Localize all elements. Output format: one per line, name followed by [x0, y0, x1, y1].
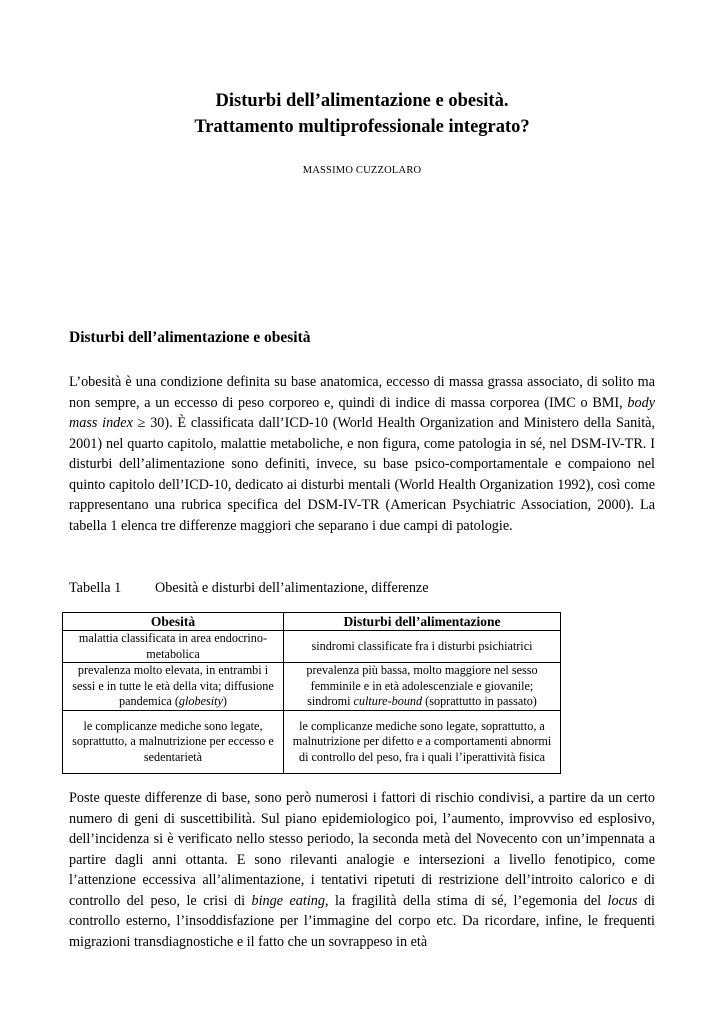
table-header-eating-disorders: Disturbi dell’alimentazione [284, 613, 561, 631]
table-cell-text: (soprattutto in passato) [422, 694, 537, 709]
paragraph-2-text-c: , la fragilità della stima di sé, l’egemonia del [324, 892, 608, 909]
table-cell [284, 663, 561, 711]
table-caption-number: Tabella 1 [69, 580, 122, 596]
paragraph-2 [69, 788, 655, 952]
paragraph-1-text-c: ≥ 30). È classificata dall’ICD-10 (World Health Organization and Ministero della Sanità, 2001) nel quarto capitolo, malattie metaboliche, e non figura, come patologia in sé, nel DSM-IV-TR. I disturbi dell’alimentazione sono definiti, invece, su base psico-comportamentale e compaiono nel quinto capitolo dell’ICD-10, dedicato ai disturbi mentali (World Health Organization 1992), così come rappresentano una rubrica specifica del DSM-IV-TR (American Psychiatric Association, 2000). La tabella 1 elenca tre differenze maggiori che separano i due campi di patologie. [69, 415, 655, 534]
table-header-row [63, 613, 561, 631]
paragraph-1-text-a: L’obesità è una condizione definita su base anatomica, eccesso di massa grassa associato, di solito ma non sempre, a un eccesso di peso corporeo e, quindi di indice di massa corporea (IMC o BMI, [69, 374, 655, 411]
paper-title-line-1: Disturbi dell’alimentazione e obesità. [215, 91, 509, 111]
table-row [63, 631, 561, 663]
table-cell-italic: globesity [178, 694, 223, 709]
paragraph-2-text-a: Poste queste differenze di base, sono però numerosi i fattori di rischio condivisi, a partire da un certo numero di geni di suscettibilità. Sul piano epidemiologico poi, l’aumento, improvviso ed esplosivo, dell’incidenza si è verificato nello stesso periodo, la seconda metà del Novecento con un’impennata a partire dagli anni ottanta. E sono rilevanti analogie e intersezioni a livello fenotipico, come l’attenzione eccessiva all’alimentazione, i tentativi ripetuti di restrizione dell’introito calorico e di controllo del peso, le crisi di [69, 790, 655, 909]
section-heading: Disturbi dell’alimentazione e obesità [69, 329, 311, 346]
table-row [63, 663, 561, 711]
table-caption-text: Obesità e disturbi dell’alimentazione, differenze [155, 580, 429, 596]
paragraph-2-text-e: di controllo esterno, l’insoddisfazione per l’immagine del corpo etc. Da ricordare, infine, le frequenti migrazioni transdiagnostiche e il fatto che un sovrappeso in età [69, 892, 655, 950]
paper-title-line-2: Trattamento multiprofessionale integrato? [194, 117, 530, 137]
table-cell-text: prevalenza più bassa, molto maggiore nel sesso femminile e in età adolescenziale e giovanile; sindromi [306, 663, 538, 709]
table-cell: le complicanze mediche sono legate, soprattutto, a malnutrizione per difetto e a comportamenti abnormi di controllo del peso, fra i quali l’iperattività fisica [284, 711, 561, 774]
table-cell [63, 663, 284, 711]
author-name: MASSIMO CUZZOLARO [302, 165, 422, 176]
table-cell-italic: culture-bound [353, 694, 423, 709]
differences-table [62, 612, 561, 774]
table-header-obesity: Obesità [63, 613, 284, 631]
table-row [63, 711, 561, 774]
table-cell: malattia classificata in area endocrino-metabolica [63, 631, 284, 663]
paragraph-2-italic-term: locus [607, 892, 638, 909]
paragraph-1-italic-term: body mass index [69, 394, 655, 431]
paragraph-2-italic-term: binge eating [251, 892, 325, 909]
table-cell: sindromi classificate fra i disturbi psichiatrici [284, 631, 561, 663]
table-cell: le complicanze mediche sono legate, soprattutto, a malnutrizione per eccesso e sedentarietà [63, 711, 284, 774]
table-cell-text: prevalenza molto elevata, in entrambi i sessi e in tutte le età della vita; diffusione pandemica ( [72, 663, 274, 709]
table-caption [69, 580, 429, 597]
paragraph-1 [69, 372, 655, 536]
table-cell-text: ) [222, 694, 227, 709]
